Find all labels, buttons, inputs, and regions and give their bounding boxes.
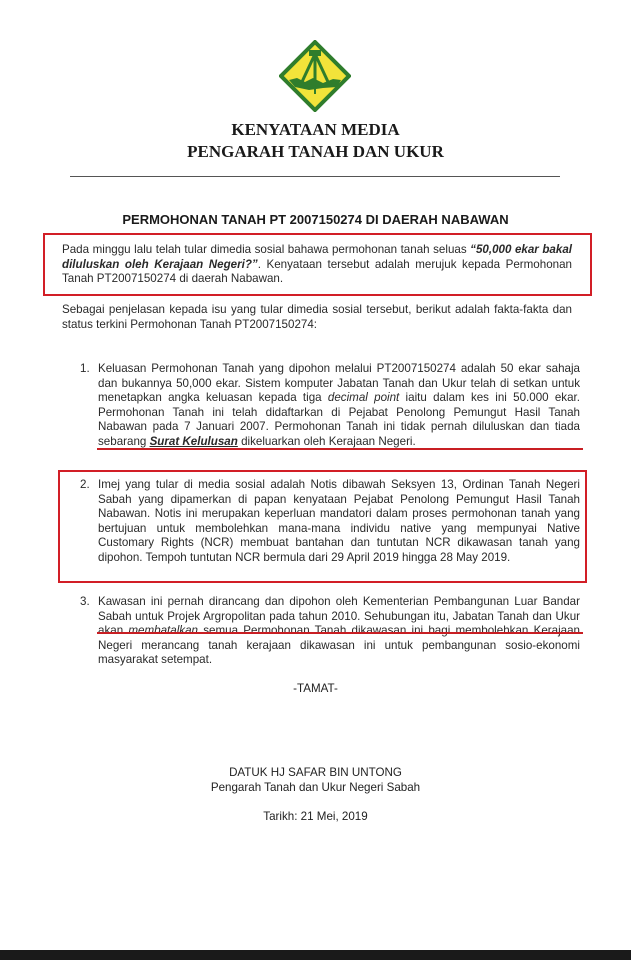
item1-text-3: dikeluarkan oleh Kerajaan Negeri. [237, 434, 416, 448]
intro-paragraph [62, 243, 572, 287]
header-divider [70, 176, 560, 177]
header-title: KENYATAAN MEDIA [231, 120, 400, 139]
signatory-title: Pengarah Tanah dan Ukur Negeri Sabah [210, 781, 421, 794]
item-number: 3. [80, 595, 90, 608]
item3-text-2: semua Permohonan Tanah dikawasan ini bagi membolehkan Kerajaan Negeri merancang tanah kerajaan dikawasan ini untuk pembangunan sosio-ekonomi masyarakat setempat. [98, 624, 580, 666]
red-underline [97, 632, 583, 634]
department-emblem-icon [279, 40, 351, 112]
item1-emphasis-decimal: decimal point [327, 391, 400, 404]
intro-text-2: . Kenyataan tersebut adalah merujuk kepada Permohonan Tanah PT2007150274 di daerah Nabawan. [62, 257, 572, 285]
item1-text-1: Keluasan Permohonan Tanah yang dipohon melalui PT2007150274 adalah 50 ekar sahaja dan bukannya 50,000 ekar. Sistem komputer Jabatan Tanah dan Ukur telah di setkan untuk menetapkan angka keluasan kepada tiga [98, 362, 580, 404]
end-marker: -TAMAT- [293, 682, 338, 695]
bottom-edge [0, 950, 631, 960]
item-text [98, 362, 580, 449]
signatory-name: DATUK HJ SAFAR BIN UNTONG [229, 766, 402, 779]
item3-text-1: Kawasan ini pernah dirancang dan dipohon oleh Kementerian Pembangunan Luar Bandar Sabah untuk Projek Argropolitan pada tahun 2010. Sehubungan itu, Jabatan Tanah dan Ukur akan [98, 595, 580, 637]
intro-quote: “50,000 ekar bakal diluluskan oleh Kerajaan Negeri?” [62, 243, 572, 271]
item3-emphasis: membatalkan [128, 624, 198, 637]
document-title: PERMOHONAN TANAH PT 2007150274 DI DAERAH NABAWAN [122, 212, 509, 227]
item-number: 2. [80, 478, 90, 491]
item1-emphasis-surat: Surat Kelulusan [149, 434, 238, 448]
header-subtitle: PENGARAH TANAH DAN UKUR [187, 142, 444, 161]
explanation-paragraph: Sebagai penjelasan kepada isu yang tular dimedia sosial tersebut, berikut adalah fakta-fakta dan status terkini Permohonan Tanah PT2007150274: [62, 303, 572, 331]
intro-text-1: Pada minggu lalu telah tular dimedia sosial bahawa permohonan tanah seluas [62, 243, 471, 256]
item-text: Imej yang tular di media sosial adalah Notis dibawah Seksyen 13, Ordinan Tanah Negeri Sabah yang dipamerkan di papan kenyataan Pejabat Penolong Pemungut Hasil Tanah Nabawan. Notis ini merupakan keperluan mandatori dalam proses permohonan tanah yang bertujuan untuk membolehkan mana-mana individu native yang mempunyai Native Customary Rights (NCR) membuat bantahan dan tuntutan NCR dikawasan tanah yang dipohon. Tempoh tuntutan NCR bermula dari 29 April 2019 hingga 28 May 2019. [98, 478, 580, 564]
item1-text-2: iaitu dalam kes ini 50.000 ekar. Permohonan Tanah ini telah didaftarkan di Pejabat Penolong Pemungut Hasil Tanah Nabawan pada 7 Januari 2007. Permohonan Tanah ini tidak pernah diluluskan dan tiada sebarang [98, 391, 580, 448]
item-number: 1. [80, 362, 90, 375]
document-date: Tarikh: 21 Mei, 2019 [263, 810, 368, 823]
red-underline [97, 448, 583, 450]
